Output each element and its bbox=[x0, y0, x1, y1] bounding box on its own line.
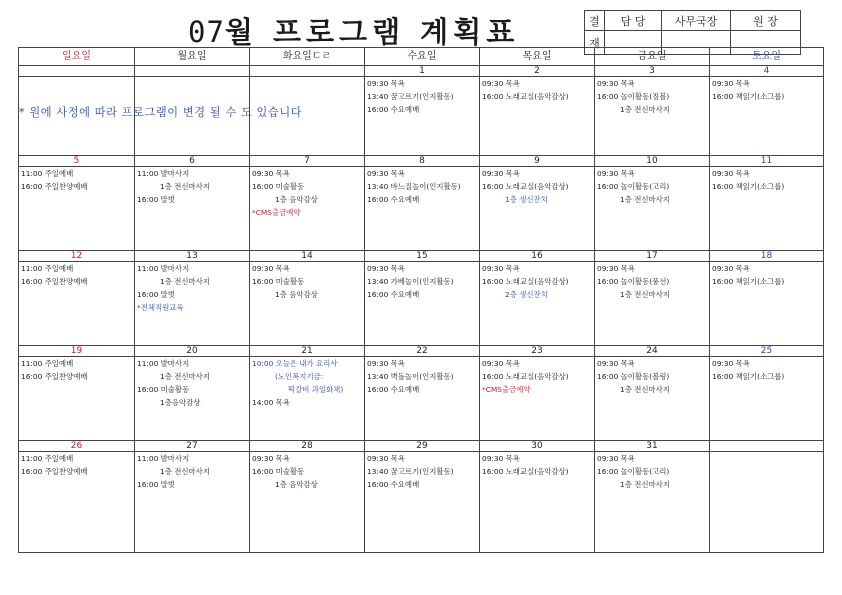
schedule-item: 16:00 책읽기(소그룹) bbox=[712, 182, 785, 191]
day-cell[interactable] bbox=[365, 357, 480, 441]
schedule-item: 09:30 목욕 bbox=[482, 79, 520, 88]
schedule-item: 16:00 책읽기(소그룹) bbox=[712, 92, 785, 101]
day-header-sat: 토요일 bbox=[710, 48, 824, 66]
approval-header-head: 원 장 bbox=[731, 11, 801, 31]
day-cell[interactable] bbox=[365, 262, 480, 346]
schedule-item: 1층 전신마사지 bbox=[160, 372, 210, 381]
schedule-item: 16:00 놀이활동(볼링) bbox=[597, 372, 670, 381]
schedule-item: 1층 음악감상 bbox=[275, 480, 318, 489]
schedule-item: 16:00 말벗 bbox=[137, 290, 175, 299]
schedule-item: 09:30 목욕 bbox=[482, 454, 520, 463]
day-cell[interactable] bbox=[595, 452, 710, 553]
schedule-item: 떡갈비 과일화채) bbox=[288, 385, 344, 394]
schedule-item: 09:30 목욕 bbox=[712, 264, 750, 273]
schedule-item: 16:00 주일찬양예배 bbox=[21, 372, 88, 381]
schedule-item: 16:00 수요예배 bbox=[367, 195, 420, 204]
day-header-sun: 일요일 bbox=[19, 48, 135, 66]
schedule-item: 1층 생신잔치 bbox=[505, 195, 548, 204]
day-header-fri: 금요일 bbox=[595, 48, 710, 66]
schedule-item: 16:00 주일찬양예배 bbox=[21, 277, 88, 286]
day-header-tue: 화요일ㄷㄹ bbox=[250, 48, 365, 66]
day-cell[interactable] bbox=[365, 167, 480, 251]
schedule-item: 16:00 말벗 bbox=[137, 195, 175, 204]
schedule-item: (노인복지기금: bbox=[275, 372, 324, 381]
day-cell[interactable] bbox=[135, 262, 250, 346]
schedule-item: 09:30 목욕 bbox=[252, 454, 290, 463]
schedule-item: 16:00 노래교실(음악감상) bbox=[482, 92, 569, 101]
day-cell[interactable] bbox=[480, 167, 595, 251]
schedule-item: 13:40 가베놀이(인지활동) bbox=[367, 277, 454, 286]
schedule-item: 16:00 미술활동 bbox=[252, 467, 305, 476]
date-number: 4 bbox=[710, 66, 824, 77]
day-cell[interactable] bbox=[710, 167, 824, 251]
schedule-item: 11:00 주일예배 bbox=[21, 454, 74, 463]
schedule-item: 09:30 목욕 bbox=[367, 79, 405, 88]
schedule-item: 11:00 발마사지 bbox=[137, 169, 190, 178]
schedule-item: 16:00 노래교실(음악감상) bbox=[482, 372, 569, 381]
schedule-item: 14:00 목욕 bbox=[252, 398, 290, 407]
schedule-item: 11:00 주일예배 bbox=[21, 359, 74, 368]
date-number: 21 bbox=[250, 346, 365, 357]
schedule-item: 16:00 수요예배 bbox=[367, 290, 420, 299]
schedule-item: 16:00 노래교실(음악감상) bbox=[482, 467, 569, 476]
schedule-item: 16:00 주일찬양예배 bbox=[21, 182, 88, 191]
day-cell[interactable] bbox=[135, 357, 250, 441]
approval-label-bottom: 재 bbox=[585, 31, 605, 55]
schedule-item: 1층 전신마사지 bbox=[620, 195, 670, 204]
schedule-item: 09:30 목욕 bbox=[367, 169, 405, 178]
day-cell[interactable] bbox=[19, 357, 135, 441]
day-cell[interactable] bbox=[480, 77, 595, 156]
day-cell[interactable] bbox=[250, 167, 365, 251]
schedule-item: *CMS출금예약 bbox=[252, 208, 301, 217]
schedule-item: 1층 전신마사지 bbox=[620, 480, 670, 489]
day-cell[interactable] bbox=[135, 167, 250, 251]
schedule-item: 16:00 놀이활동(고리) bbox=[597, 182, 670, 191]
date-number: 17 bbox=[595, 251, 710, 262]
schedule-item: 09:30 목욕 bbox=[712, 79, 750, 88]
schedule-item: 16:00 책읽기(소그룹) bbox=[712, 277, 785, 286]
approval-header-staff: 담 당 bbox=[605, 11, 662, 31]
schedule-item: 09:30 목욕 bbox=[597, 454, 635, 463]
day-cell[interactable] bbox=[595, 167, 710, 251]
date-number: 25 bbox=[710, 346, 824, 357]
schedule-item: 11:00 주일예배 bbox=[21, 169, 74, 178]
schedule-item: 1층 전신마사지 bbox=[620, 385, 670, 394]
date-number: 9 bbox=[480, 156, 595, 167]
schedule-item: *CMS출금예약 bbox=[482, 385, 531, 394]
schedule-item: 09:30 목욕 bbox=[482, 169, 520, 178]
date-number: 23 bbox=[480, 346, 595, 357]
approval-header-director: 사무국장 bbox=[662, 11, 731, 31]
schedule-item: 09:30 목욕 bbox=[712, 359, 750, 368]
day-cell[interactable] bbox=[135, 452, 250, 553]
day-cell[interactable] bbox=[250, 357, 365, 441]
schedule-item: 09:30 목욕 bbox=[482, 359, 520, 368]
day-cell[interactable] bbox=[19, 167, 135, 251]
schedule-item: 16:00 수요예배 bbox=[367, 385, 420, 394]
date-number: 2 bbox=[480, 66, 595, 77]
schedule-item: 09:30 목욕 bbox=[252, 169, 290, 178]
schedule-item: 13:40 꿈고르기(인지활동) bbox=[367, 92, 454, 101]
schedule-item: 09:30 목욕 bbox=[367, 454, 405, 463]
date-number: 1 bbox=[365, 66, 480, 77]
schedule-item: 11:00 발마사지 bbox=[137, 264, 190, 273]
schedule-item: 09:30 목욕 bbox=[597, 264, 635, 273]
date-number: 22 bbox=[365, 346, 480, 357]
day-cell[interactable] bbox=[480, 452, 595, 553]
day-header-mon: 월요일 bbox=[135, 48, 250, 66]
date-number bbox=[250, 66, 365, 77]
day-cell[interactable] bbox=[19, 262, 135, 346]
schedule-item: 16:00 주일찬양예배 bbox=[21, 467, 88, 476]
schedule-item: 16:00 수요예배 bbox=[367, 105, 420, 114]
date-number: 29 bbox=[365, 441, 480, 452]
schedule-item: 16:00 미술활동 bbox=[252, 277, 305, 286]
schedule-item: 1층 전신마사지 bbox=[160, 277, 210, 286]
day-cell[interactable] bbox=[19, 452, 135, 553]
schedule-item: 1층음악감상 bbox=[160, 398, 201, 407]
schedule-item: 09:30 목욕 bbox=[597, 79, 635, 88]
day-cell[interactable] bbox=[595, 77, 710, 156]
schedule-item: 09:30 목욕 bbox=[252, 264, 290, 273]
schedule-item: 1층 전신마사지 bbox=[620, 290, 670, 299]
date-number: 15 bbox=[365, 251, 480, 262]
schedule-item: 1층 음악감상 bbox=[275, 290, 318, 299]
schedule-item: 10:00 오늘은 내가 요리사 bbox=[252, 359, 338, 368]
schedule-item: 1층 전신마사지 bbox=[620, 105, 670, 114]
schedule-item: 11:00 주일예배 bbox=[21, 264, 74, 273]
date-number: 11 bbox=[710, 156, 824, 167]
date-number: 7 bbox=[250, 156, 365, 167]
schedule-item: 1층 전신마사지 bbox=[160, 467, 210, 476]
date-number: 26 bbox=[19, 441, 135, 452]
date-number: 3 bbox=[595, 66, 710, 77]
day-header-thu: 목요일 bbox=[480, 48, 595, 66]
schedule-item: 13:40 꿈고르기(인지활동) bbox=[367, 467, 454, 476]
day-cell[interactable] bbox=[710, 357, 824, 441]
title-text: 월 프로그램 계획표 bbox=[224, 15, 520, 49]
date-number: 6 bbox=[135, 156, 250, 167]
date-number: 12 bbox=[19, 251, 135, 262]
date-number bbox=[19, 66, 135, 77]
schedule-item: 16:00 말벗 bbox=[137, 480, 175, 489]
date-number bbox=[710, 441, 824, 452]
date-number: 13 bbox=[135, 251, 250, 262]
schedule-item: 09:30 목욕 bbox=[367, 359, 405, 368]
schedule-item: 1층 전신마사지 bbox=[160, 182, 210, 191]
schedule-item: 16:00 놀이활동(풍선) bbox=[597, 277, 670, 286]
date-number: 14 bbox=[250, 251, 365, 262]
date-number: 27 bbox=[135, 441, 250, 452]
schedule-item: 16:00 미술활동 bbox=[252, 182, 305, 191]
schedule-item: 09:30 목욕 bbox=[712, 169, 750, 178]
date-number: 18 bbox=[710, 251, 824, 262]
schedule-item: 09:30 목욕 bbox=[597, 359, 635, 368]
date-number: 19 bbox=[19, 346, 135, 357]
date-number: 30 bbox=[480, 441, 595, 452]
schedule-item: 16:00 수요예배 bbox=[367, 480, 420, 489]
schedule-notice: * 원에 사정에 따라 프로그램이 변경 될 수 도 있습니다 bbox=[19, 106, 303, 119]
day-cell[interactable] bbox=[710, 452, 824, 553]
date-number: 16 bbox=[480, 251, 595, 262]
schedule-item: 16:00 놀이활동(짐볼) bbox=[597, 92, 670, 101]
schedule-item: 16:00 책읽기(소그룹) bbox=[712, 372, 785, 381]
day-cell[interactable] bbox=[480, 357, 595, 441]
day-header-wed: 수요일 bbox=[365, 48, 480, 66]
schedule-item: 16:00 미술활동 bbox=[137, 385, 190, 394]
approval-label-top: 결 bbox=[585, 11, 605, 31]
schedule-item: 16:00 노래교실(음악감상) bbox=[482, 277, 569, 286]
date-number: 24 bbox=[595, 346, 710, 357]
day-cell[interactable] bbox=[595, 357, 710, 441]
title-month: 07 bbox=[188, 15, 225, 49]
page-title bbox=[188, 10, 519, 51]
schedule-item: 09:30 목욕 bbox=[482, 264, 520, 273]
date-number bbox=[135, 66, 250, 77]
day-cell[interactable] bbox=[365, 452, 480, 553]
schedule-item: 2층 생신잔치 bbox=[505, 290, 548, 299]
schedule-item: 09:30 목욕 bbox=[597, 169, 635, 178]
day-cell[interactable] bbox=[250, 452, 365, 553]
calendar-table bbox=[18, 47, 824, 553]
date-number: 20 bbox=[135, 346, 250, 357]
schedule-item: 16:00 놀이활동(고리) bbox=[597, 467, 670, 476]
date-number: 8 bbox=[365, 156, 480, 167]
schedule-item: 09:30 목욕 bbox=[367, 264, 405, 273]
day-cell[interactable] bbox=[365, 77, 480, 156]
day-cell[interactable] bbox=[710, 77, 824, 156]
day-cell[interactable] bbox=[480, 262, 595, 346]
schedule-item: 13:40 벽돌놀이(인지활동) bbox=[367, 372, 454, 381]
schedule-item: 1층 음악감상 bbox=[275, 195, 318, 204]
day-cell[interactable] bbox=[710, 262, 824, 346]
date-number: 10 bbox=[595, 156, 710, 167]
day-cell[interactable] bbox=[595, 262, 710, 346]
date-number: 31 bbox=[595, 441, 710, 452]
schedule-item: 13:40 바느질놀이(인지활동) bbox=[367, 182, 461, 191]
day-cell[interactable] bbox=[250, 262, 365, 346]
schedule-item: *전체직원교육 bbox=[137, 303, 184, 312]
schedule-item: 11:00 발마사지 bbox=[137, 454, 190, 463]
schedule-item: 11:00 발마사지 bbox=[137, 359, 190, 368]
schedule-item: 16:00 노래교실(음악감상) bbox=[482, 182, 569, 191]
date-number: 5 bbox=[19, 156, 135, 167]
date-number: 28 bbox=[250, 441, 365, 452]
